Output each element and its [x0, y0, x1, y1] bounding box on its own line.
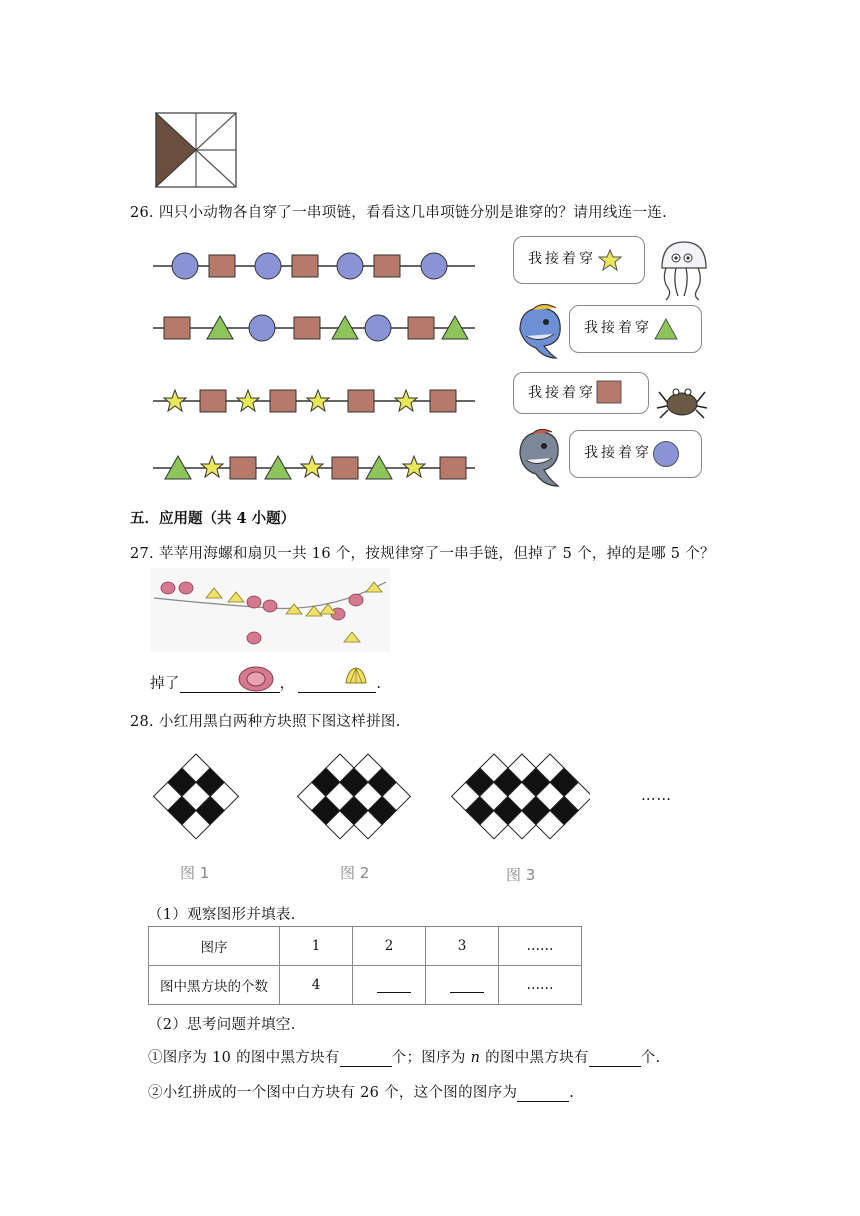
table-row [149, 966, 582, 1005]
jellyfish-icon [652, 238, 712, 302]
table-cell[interactable] [426, 966, 499, 1005]
table-cell: 1 [280, 927, 353, 966]
pattern-ellipsis: …… [641, 788, 672, 804]
figure-caption-3: 图 3 [506, 866, 536, 884]
question-27 [130, 542, 715, 563]
answer-prefix: 掉了 [150, 676, 180, 692]
tile-pattern-1 [154, 754, 239, 839]
scallop-shell-icon [344, 666, 368, 686]
table-header-cell: 图序 [149, 927, 280, 966]
speech-bubble-2 [569, 305, 702, 353]
section-title: 五．应用题（共 4 小题） [130, 510, 296, 527]
variable-n: n [470, 1050, 481, 1066]
necklace-rows [150, 240, 490, 490]
question-26 [130, 201, 667, 222]
line-text: ②小红拼成的一个图中白方块有 26 个，这个图的图序为 [148, 1085, 518, 1101]
fill-table [148, 926, 582, 1005]
table-cell[interactable] [353, 966, 426, 1005]
triangle-icon [654, 318, 678, 340]
answer-blank[interactable] [340, 1052, 392, 1067]
question-number: 28. [130, 714, 154, 730]
speech-bubble-3 [513, 372, 649, 414]
question-number: 26. [130, 205, 154, 221]
line-text: 个. [640, 1050, 661, 1066]
speech-text: 我接着穿 [528, 385, 596, 401]
figure-caption-1: 图 1 [180, 864, 210, 882]
answer-blank[interactable] [517, 1087, 569, 1102]
q28-line-2 [148, 1081, 574, 1102]
divided-square-figure [150, 108, 242, 190]
table-cell: 2 [353, 927, 426, 966]
speech-bubble-4 [569, 430, 702, 478]
table-cell: …… [499, 966, 582, 1005]
q28-line-1 [148, 1046, 660, 1067]
question-text: 四只小动物各自穿了一串项链，看看这几串项链分别是谁穿的？请用线连一连. [158, 205, 667, 221]
answer-blank[interactable] [450, 978, 484, 993]
dolphin-icon [510, 422, 568, 490]
question-text: 小红用黑白两种方块照下图这样拼图. [158, 714, 401, 730]
necklace-row-2 [153, 315, 475, 341]
figure-caption-2: 图 2 [340, 864, 370, 882]
table-cell: 4 [280, 966, 353, 1005]
table-row [149, 927, 582, 966]
question-number: 27. [130, 546, 154, 562]
question-text: 苹苹用海螺和扇贝一共 16 个，按规律穿了一串手链，但掉了 5 个，掉的是哪 5 个？ [158, 546, 715, 562]
tile-pattern-figures [150, 750, 590, 850]
line-text: ①图序为 10 的图中黑方块有 [148, 1050, 340, 1066]
circle-icon [652, 440, 680, 468]
answer-blank[interactable] [589, 1052, 641, 1067]
square-icon [596, 380, 622, 404]
table-cell: …… [499, 927, 582, 966]
line-text: 的图中黑方块有 [480, 1050, 589, 1066]
speech-bubble-1 [513, 236, 645, 284]
part1-heading: （1）观察图形并填表. [148, 907, 296, 923]
line-text: 个；图序为 [391, 1050, 471, 1066]
conch-shell-icon [236, 664, 276, 694]
answer-blank[interactable] [377, 978, 411, 993]
necklace-row-3 [153, 390, 475, 412]
table-cell: 3 [426, 927, 499, 966]
line-text: . [569, 1085, 575, 1101]
speech-text: 我接着穿 [584, 320, 652, 336]
bracelet-figure [150, 568, 390, 652]
crab-icon [654, 378, 710, 422]
answer-period: . [376, 676, 382, 692]
star-icon [598, 249, 622, 271]
speech-text: 我接着穿 [528, 251, 596, 267]
necklace-row-4 [153, 456, 475, 479]
table-header-cell: 图中黑方块的个数 [149, 966, 280, 1005]
question-28 [130, 710, 401, 731]
dolphin-icon [512, 296, 568, 362]
necklace-row-1 [153, 253, 475, 279]
answer-comma: ， [279, 676, 295, 692]
speech-text: 我接着穿 [584, 445, 652, 461]
part2-heading: （2）思考问题并填空. [148, 1017, 296, 1033]
